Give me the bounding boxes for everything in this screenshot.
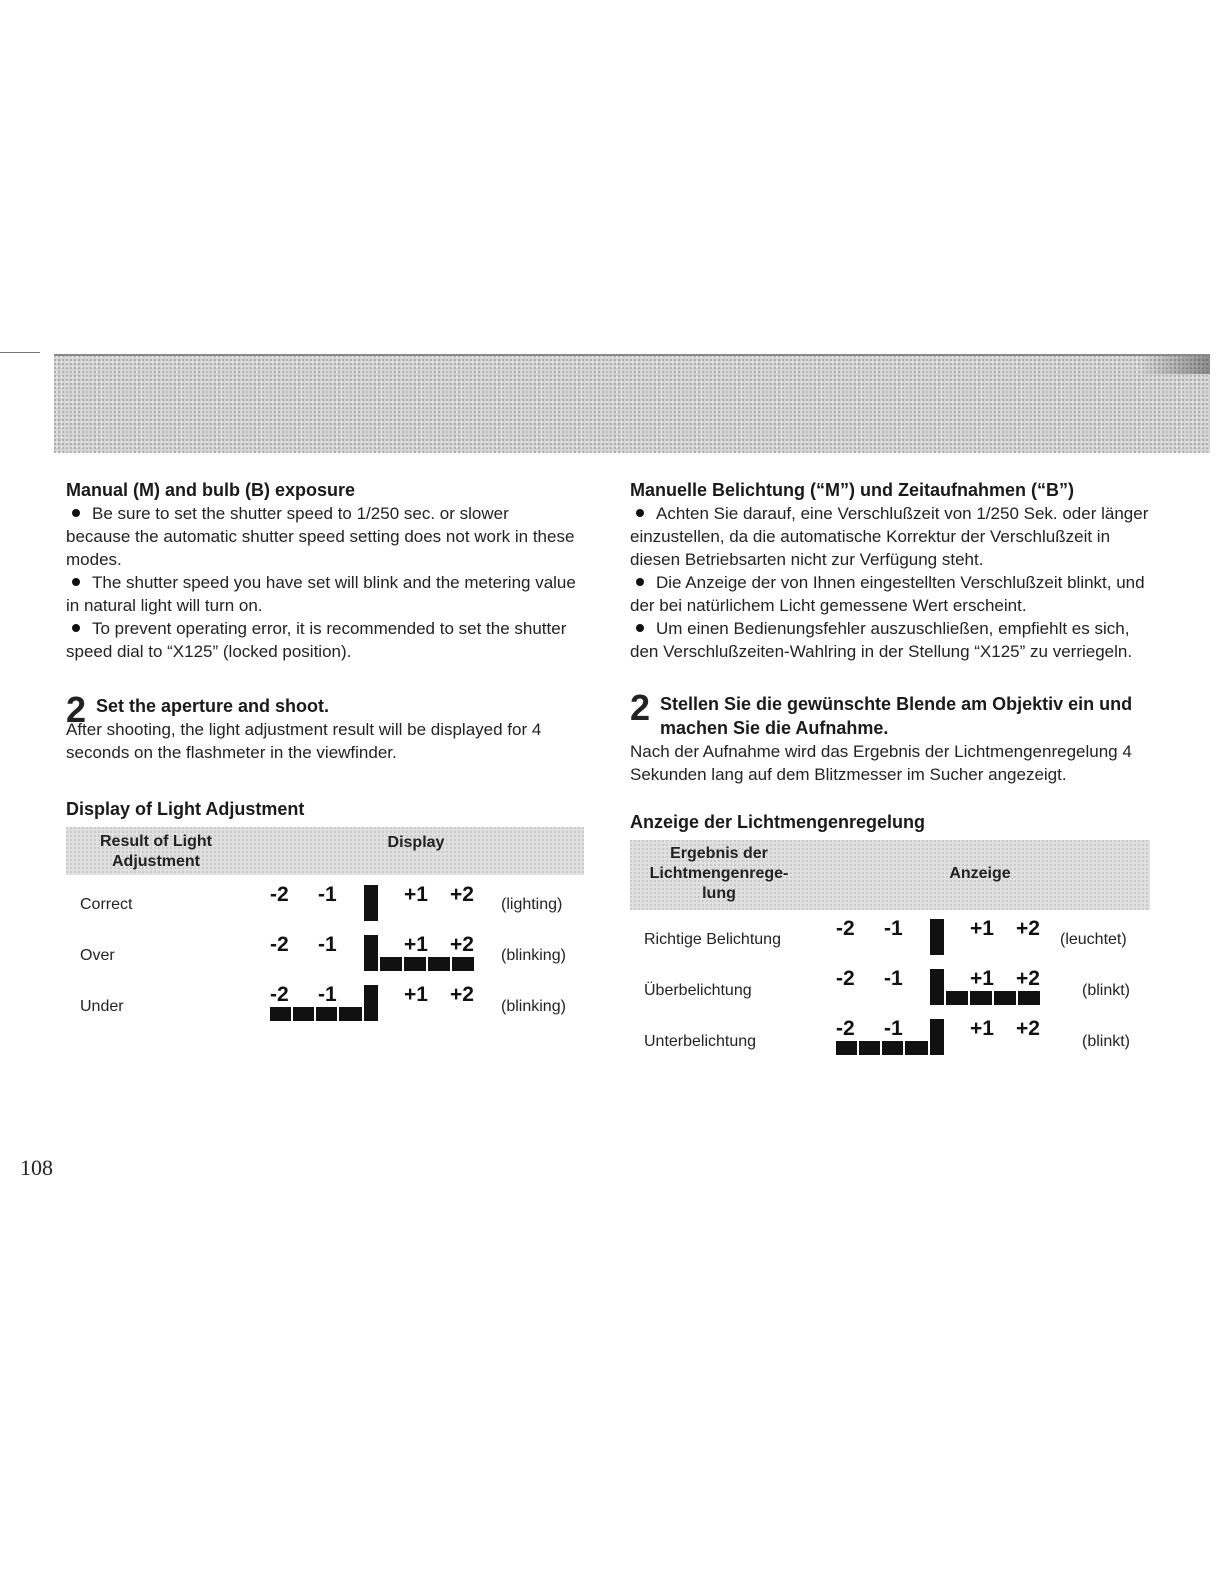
center-bar — [930, 969, 944, 1005]
segment-bar — [859, 1041, 880, 1055]
table-body — [630, 918, 1150, 1071]
label-plus2: +2 — [1016, 1017, 1040, 1040]
label-minus1: -1 — [318, 933, 337, 956]
row-label: Under — [80, 998, 124, 1015]
label-plus1: +1 — [404, 983, 428, 1006]
center-bar — [364, 935, 378, 971]
segment-bar — [905, 1041, 928, 1055]
segment-bar — [970, 991, 992, 1005]
segment-bar — [946, 991, 968, 1005]
label-plus1: +1 — [970, 917, 994, 940]
table-header — [630, 840, 1150, 910]
label-minus1: -1 — [318, 983, 337, 1006]
header-band — [54, 355, 1210, 453]
row-label: Richtige Belichtung — [644, 931, 781, 948]
label-minus1: -1 — [884, 967, 903, 990]
table-row — [66, 883, 584, 934]
page-number: 108 — [20, 1155, 53, 1180]
flashmeter-display — [270, 933, 490, 977]
row-status: (blinkt) — [1082, 1033, 1131, 1050]
bullet-item: Achten Sie darauf, eine Verschlußzeit von 1/250 Sek. oder länger einzustellen, da die automatische Korrektur der Verschlußzeit in diesen Betriebsarten nicht zur Verfügung steht. — [630, 504, 1149, 569]
segment-bar — [452, 957, 474, 971]
header-band-rule — [54, 354, 1210, 356]
flashmeter-display — [270, 883, 490, 927]
row-status: (leuchtet) — [1060, 931, 1127, 948]
label-plus1: +1 — [970, 967, 994, 990]
table-row — [630, 1017, 1150, 1071]
step-number: 2 — [66, 689, 87, 730]
bullet-icon — [636, 578, 644, 586]
segment-bar — [316, 1007, 337, 1021]
row-label: Überbelichtung — [644, 982, 752, 999]
row-label: Correct — [80, 896, 133, 913]
table-row — [66, 934, 584, 985]
bullet-icon — [72, 624, 80, 632]
step-title: Set the aperture and shoot. — [96, 696, 330, 716]
label-plus2: +2 — [450, 883, 474, 906]
flashmeter-display — [836, 917, 1056, 961]
flashmeter-display — [836, 967, 1056, 1011]
segment-bar — [270, 1007, 291, 1021]
segment-bar — [404, 957, 426, 971]
label-minus1: -1 — [884, 917, 903, 940]
bullet-item: Die Anzeige der von Ihnen eingestellten Verschlußzeit blinkt, und der bei natürlichem Licht gemessene Wert erscheint. — [630, 573, 1145, 615]
header-display: Anzeige — [949, 865, 1011, 882]
header-display: Display — [387, 834, 445, 851]
header-band-shadow — [1140, 356, 1210, 374]
label-plus1: +1 — [970, 1017, 994, 1040]
header-result: Ergebnis der Lichtmengenrege-lung — [649, 845, 789, 902]
label-minus2: -2 — [836, 1017, 855, 1040]
segment-bar — [836, 1041, 857, 1055]
step-title: Stellen Sie die gewünschte Blende am Objektiv ein und machen Sie die Aufnahme. — [660, 694, 1133, 738]
label-minus1: -1 — [318, 883, 337, 906]
center-bar — [930, 919, 944, 955]
center-bar — [364, 985, 378, 1021]
bullet-icon — [72, 509, 80, 517]
label-minus2: -2 — [270, 933, 289, 956]
label-minus2: -2 — [836, 967, 855, 990]
table-row — [66, 985, 584, 1036]
table-header — [66, 827, 584, 875]
table-title: Anzeige der Lichtmengenregelung — [630, 812, 926, 832]
bullet-icon — [72, 578, 80, 586]
step-block — [630, 687, 1155, 786]
section-heading: Manual (M) and bulb (B) exposure — [66, 480, 356, 500]
flashmeter-display — [270, 983, 490, 1027]
table-row — [630, 969, 1150, 1020]
step-number: 2 — [630, 687, 651, 728]
flashmeter-display — [836, 1017, 1056, 1061]
label-minus2: -2 — [836, 917, 855, 940]
step-text: Nach der Aufnahme wird das Ergebnis der Lichtmengenregelung 4 Sekunden lang auf dem Blitzmesser im Sucher angezeigt. — [630, 742, 1132, 784]
table-title: Display of Light Adjustment — [66, 799, 305, 819]
segment-bar — [293, 1007, 314, 1021]
label-plus2: +2 — [1016, 967, 1040, 990]
step-block — [66, 689, 576, 764]
segment-bar — [994, 991, 1016, 1005]
center-bar — [930, 1019, 944, 1055]
label-minus1: -1 — [884, 1017, 903, 1040]
row-status: (blinking) — [501, 947, 566, 964]
label-minus2: -2 — [270, 883, 289, 906]
row-label: Unterbelichtung — [644, 1033, 757, 1050]
center-bar — [364, 885, 378, 921]
label-plus2: +2 — [1016, 917, 1040, 940]
section-heading: Manuelle Belichtung (“M”) und Zeitaufnahmen (“B”) — [630, 480, 1074, 500]
label-plus2: +2 — [450, 983, 474, 1006]
segment-bar — [428, 957, 450, 971]
german-column — [630, 478, 1155, 1071]
bullet-icon — [636, 509, 644, 517]
segment-bar — [1018, 991, 1040, 1005]
row-status: (blinkt) — [1082, 982, 1131, 999]
english-column — [66, 478, 576, 1036]
bullet-item: Be sure to set the shutter speed to 1/250 sec. or slower because the automatic shutter speed setting does not work in these modes. — [66, 504, 575, 569]
table-body — [66, 883, 584, 1036]
row-label: Over — [80, 947, 115, 964]
row-status: (blinking) — [501, 998, 566, 1015]
bullet-item: Um einen Bedienungsfehler auszuschließen, empfiehlt es sich, den Verschlußzeiten-Wahlring in der Stellung “X125” zu verriegeln. — [630, 619, 1133, 661]
light-adjustment-table — [66, 827, 584, 1036]
table-row — [630, 918, 1150, 969]
bullet-item: To prevent operating error, it is recommended to set the shutter speed dial to “X125” (locked position). — [66, 619, 567, 661]
row-status: (lighting) — [501, 896, 563, 913]
label-minus2: -2 — [270, 983, 289, 1006]
header-result: Result of Light Adjustment — [100, 833, 212, 870]
segment-bar — [339, 1007, 362, 1021]
edge-mark — [0, 352, 40, 353]
bullet-icon — [636, 624, 644, 632]
bullet-item: The shutter speed you have set will blink and the metering value in natural light will turn on. — [66, 573, 576, 615]
label-plus1: +1 — [404, 883, 428, 906]
step-text: After shooting, the light adjustment result will be displayed for 4 seconds on the flashmeter in the viewfinder. — [66, 720, 542, 762]
label-plus2: +2 — [450, 933, 474, 956]
light-adjustment-table — [630, 840, 1150, 1071]
segment-bar — [380, 957, 402, 971]
label-plus1: +1 — [404, 933, 428, 956]
segment-bar — [882, 1041, 903, 1055]
